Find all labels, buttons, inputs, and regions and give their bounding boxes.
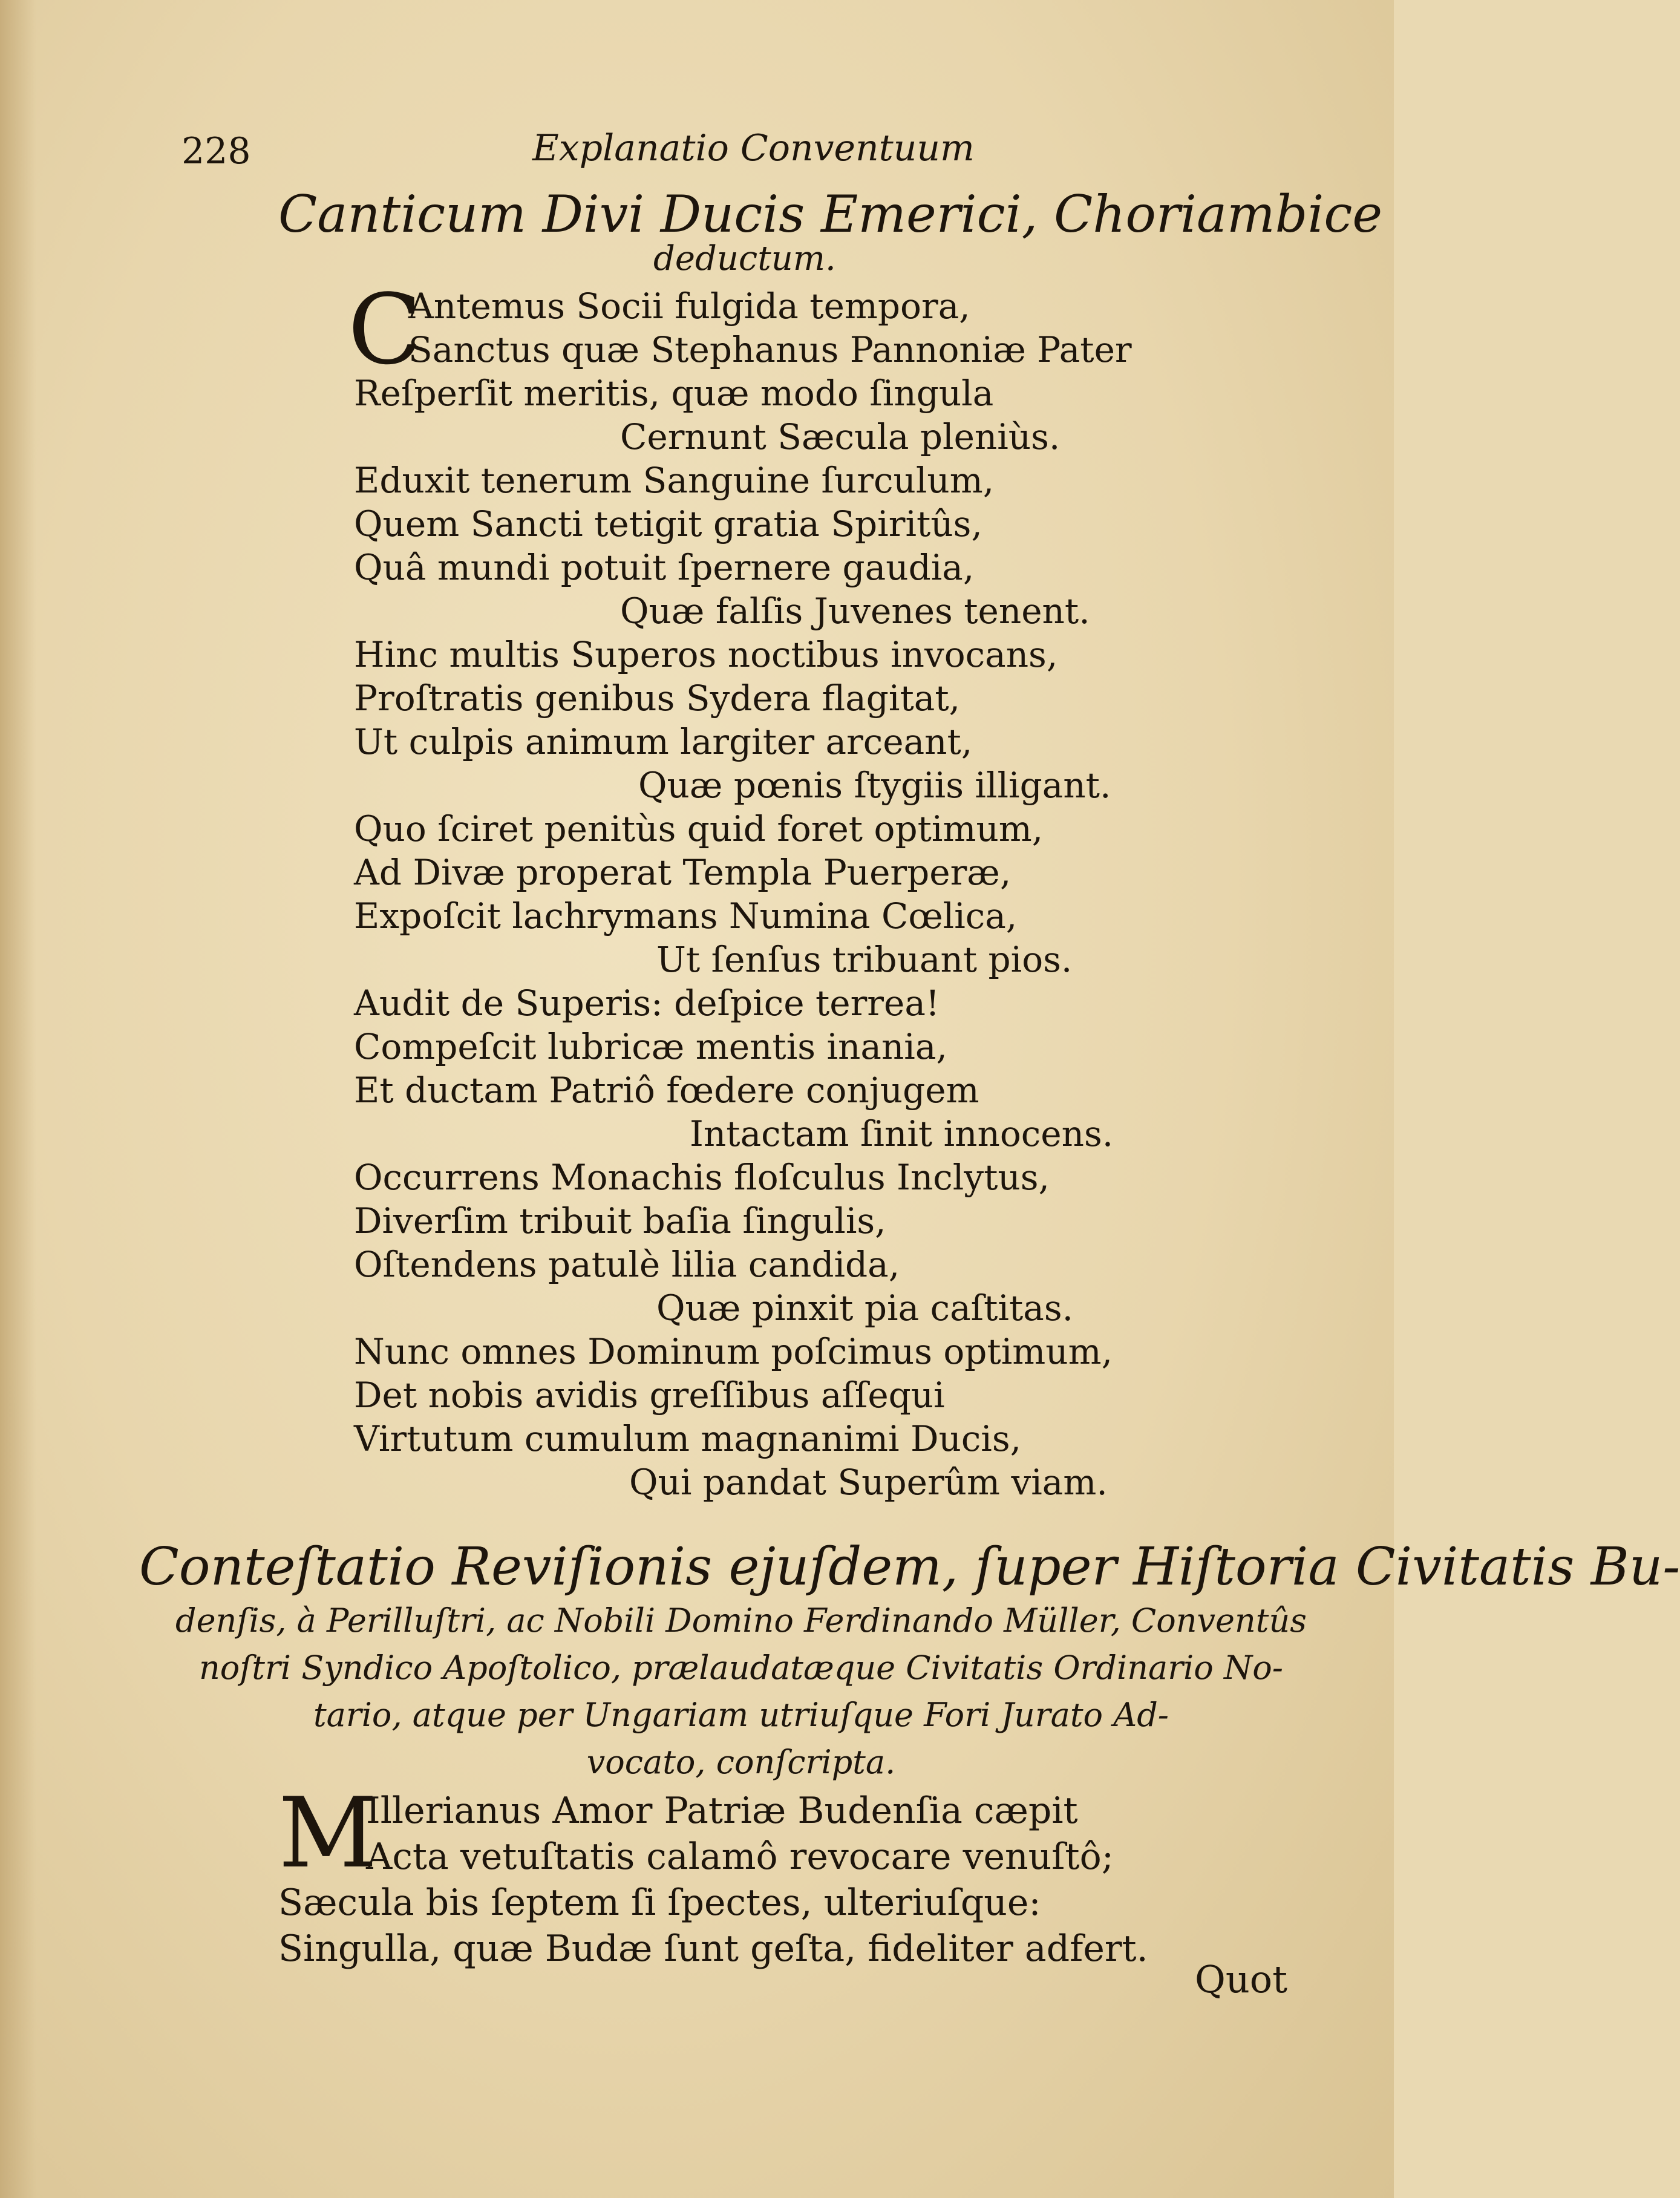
- verse-line: Occurrens Monachis floſculus Inclytus,: [354, 1157, 1050, 1198]
- verse-line: Sanctus quæ Stephanus Pannoniæ Pater: [408, 329, 1132, 370]
- verse-line: Quæ falſis Juvenes tenent.: [620, 590, 1090, 632]
- verse-line: Et ductam Patriô fœdere conjugem: [354, 1070, 979, 1111]
- contestatio-heading-line: tario, atque per Ungariam utriuſque Fori Jurato Ad-: [313, 1696, 1169, 1734]
- verse-line: Sæcula bis ſeptem ſi ſpectes, ulteriuſque:: [278, 1882, 1041, 1924]
- drop-cap-m: M: [278, 1776, 378, 1889]
- verse-line: Quo ſciret penitùs quid foret optimum,: [354, 808, 1044, 849]
- verse-line: Oſtendens patulè lilia candida,: [354, 1244, 900, 1285]
- contestatio-heading-line: denſis, à Perilluſtri, ac Nobili Domino Ferdinando Müller, Conventûs: [175, 1601, 1307, 1640]
- verse-line: Diverſim tribuit baſia ſingulis,: [354, 1200, 886, 1241]
- verse-line: Expoſcit lachrymans Numina Cœlica,: [354, 895, 1018, 937]
- verse-line: Ut culpis animum largiter arceant,: [354, 721, 973, 762]
- verse-line: Audit de Superis: deſpice terrea!: [354, 983, 940, 1024]
- contestatio-heading-line: vocato, conſcripta.: [586, 1743, 896, 1781]
- verse-line: Antemus Socii fulgida tempora,: [408, 286, 970, 327]
- verse-line: Hinc multis Superos noctibus invocans,: [354, 634, 1058, 675]
- verse-line: Proſtratis genibus Sydera flagitat,: [354, 678, 961, 719]
- contestatio-verse: [278, 1776, 1148, 1972]
- verse-line: Reſperſit meritis, quæ modo ſingula: [354, 373, 994, 414]
- catchword: Quot: [1195, 1957, 1288, 2001]
- drop-cap-c: C: [348, 273, 422, 386]
- verse-line: Quem Sancti tetigit gratia Spiritûs,: [354, 503, 982, 545]
- verse-line: Ut ſenſus tribuant pios.: [656, 939, 1073, 980]
- verse-line: Ad Divæ properat Templa Puerperæ,: [354, 852, 1012, 893]
- verse-line: Eduxit tenerum Sanguine ſurculum,: [354, 460, 995, 501]
- verse-line: Illerianus Amor Patriæ Budenſia cæpit: [366, 1790, 1078, 1832]
- verse-line: Cernunt Sæcula pleniùs.: [620, 416, 1061, 457]
- canticum-title: Canticum Divi Ducis Emerici, Choriambice: [278, 185, 1383, 244]
- verse-line: Quæ pœnis ſtygiis illigant.: [638, 765, 1111, 806]
- verse-line: Qui pandat Superûm viam.: [629, 1462, 1108, 1503]
- contestatio-heading-line: noſtri Syndico Apoſtolico, prælaudatæque Civitatis Ordinario No-: [199, 1649, 1283, 1687]
- verse-line: Intactam ſinit innocens.: [690, 1113, 1114, 1154]
- canticum-title-continuation: deductum.: [653, 239, 836, 278]
- verse-line: Quâ mundi potuit ſpernere gaudia,: [354, 547, 975, 588]
- verse-line: Quæ pinxit pia caſtitas.: [656, 1287, 1074, 1329]
- canticum-verse: [354, 284, 1132, 1504]
- page-number: 228: [181, 130, 251, 172]
- verse-line: Singulla, quæ Budæ ſunt geſta, fideliter adfert.: [278, 1928, 1148, 1970]
- verse-line: Acta vetuſtatis calamô revocare venuſtô;: [366, 1836, 1114, 1878]
- contestatio-heading-line: Conteſtatio Reviſionis ejuſdem, ſuper Hiſtoria Civitatis Bu-: [139, 1537, 1680, 1597]
- verse-line: Compeſcit lubricæ mentis inania,: [354, 1026, 947, 1067]
- verse-line: Det nobis avidis greſſibus aſſequi: [354, 1375, 945, 1416]
- verse-line: Nunc omnes Dominum poſcimus optimum,: [354, 1331, 1113, 1372]
- verse-line: Virtutum cumulum magnanimi Ducis,: [354, 1418, 1022, 1459]
- contestatio-heading: [139, 1537, 1680, 1786]
- running-head: Explanatio Conventuum: [532, 127, 975, 169]
